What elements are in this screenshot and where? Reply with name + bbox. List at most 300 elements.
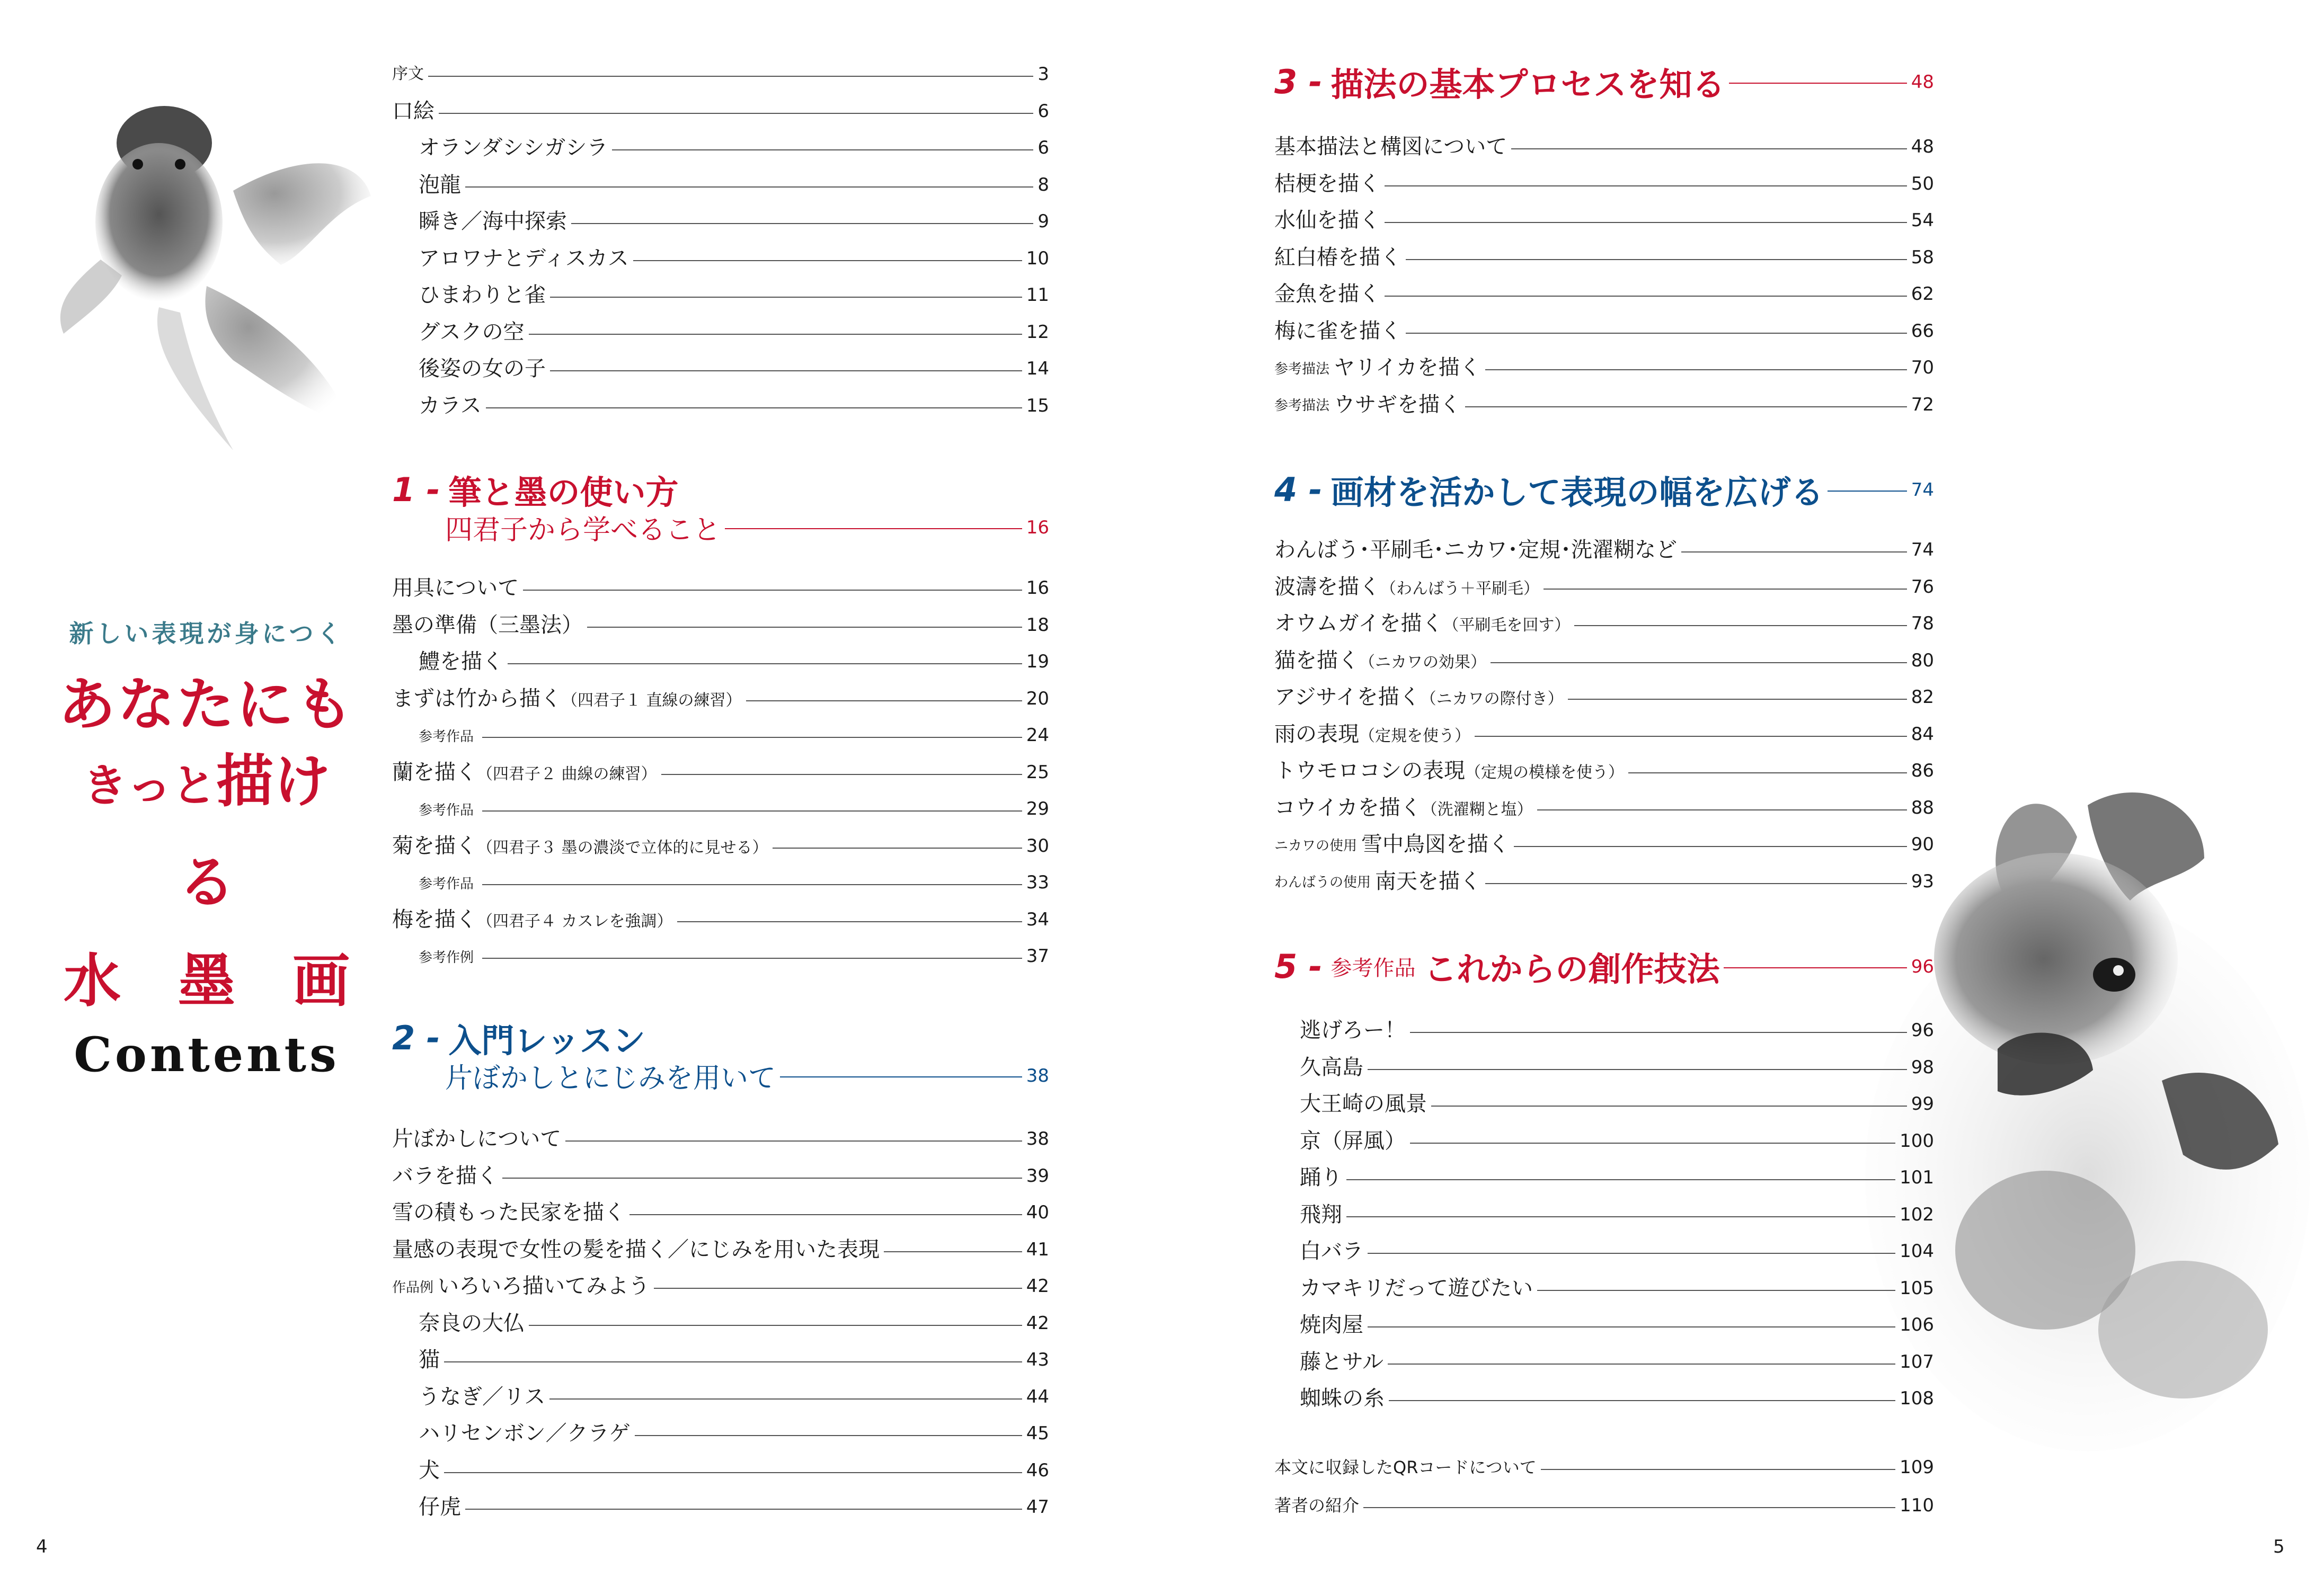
toc-entry-title: カラス (419, 393, 482, 418)
chapter-1-title: 筆と墨の使い方 (448, 473, 679, 512)
toc-entry-page: 86 (1911, 760, 1934, 781)
toc-entry-title: 猫 (419, 1348, 440, 1372)
toc-entry-title: 後姿の女の子 (419, 357, 546, 381)
chapter-4-page: 74 (1911, 479, 1934, 501)
toc-entry-title: 口絵 (392, 99, 434, 123)
leader-line (1681, 551, 1907, 553)
toc-entry[interactable] (1274, 165, 1934, 202)
toc-entry-title: 鱧を描く (419, 649, 503, 674)
toc-entry-title: 序文 (392, 65, 424, 83)
toc-entry[interactable] (392, 680, 1049, 717)
toc-entry[interactable] (419, 314, 1049, 351)
toc-entry-label: 参考作例 (419, 949, 474, 966)
leader-line (587, 627, 1022, 628)
chapter-2-heading[interactable] (392, 1014, 1049, 1062)
toc-entry-note: （四君子４ カスレを強調） (477, 912, 673, 931)
leader-line (1385, 185, 1907, 186)
leader-line (635, 1435, 1022, 1436)
toc-entry-title: いろいろ描いてみよう (438, 1274, 650, 1298)
toc-entry-note: （定規の模様を使う） (1465, 763, 1624, 782)
toc-entry[interactable] (1274, 826, 1934, 863)
title-line-3: 水 墨 画 (63, 948, 350, 1014)
toc-entry-page: 20 (1026, 688, 1049, 709)
leader-line (482, 884, 1022, 885)
leader-line (550, 297, 1022, 298)
toc-entry-page: 104 (1900, 1241, 1934, 1262)
toc-entry-note: （ニカワの効果） (1359, 653, 1486, 672)
toc-entry-page: 45 (1026, 1423, 1049, 1444)
toc-entry-title: ハリセンボン／クラゲ (419, 1421, 631, 1446)
toc-entry-page: 101 (1900, 1167, 1934, 1188)
title-line-2b: 描ける (178, 749, 331, 916)
toc-entry[interactable] (419, 277, 1049, 314)
toc-entry[interactable] (392, 56, 1049, 93)
chapter-3-heading[interactable] (1274, 58, 1934, 105)
toc-entry-page: 84 (1911, 723, 1934, 745)
leader-line (529, 1325, 1022, 1326)
toc-entry-page: 42 (1026, 1276, 1049, 1297)
toc-entry-page: 29 (1026, 798, 1049, 819)
leader-line (523, 590, 1022, 591)
toc-entry-page: 108 (1900, 1388, 1934, 1409)
toc-entry-page: 50 (1911, 173, 1934, 194)
toc-entry[interactable] (419, 240, 1049, 277)
toc-entry-title: 犬 (419, 1458, 440, 1483)
leader-line (633, 260, 1022, 261)
toc-entry-page: 41 (1026, 1238, 1049, 1260)
toc-entry[interactable] (419, 864, 1049, 901)
toc-entry-note: （ニカワの際付き） (1420, 690, 1564, 708)
toc-entry[interactable] (1274, 642, 1934, 679)
toc-entry-title: 藤とサル (1300, 1349, 1383, 1374)
toc-entry-page: 58 (1911, 246, 1934, 268)
toc-entry-page: 42 (1026, 1312, 1049, 1334)
leader-line (661, 774, 1022, 775)
leader-line (550, 370, 1022, 371)
title-line-2a: きっと (82, 760, 216, 812)
toc-entry-page: 105 (1900, 1277, 1934, 1299)
toc-entry-title: わんばう･平刷毛･ニカワ･定規･洗濯糊など (1274, 538, 1677, 562)
toc-entry[interactable] (1300, 1306, 1934, 1343)
toc-entry-page: 39 (1026, 1165, 1049, 1187)
leader-line (1389, 1400, 1895, 1401)
toc-entry[interactable] (1274, 863, 1934, 900)
toc-entry[interactable] (419, 129, 1049, 166)
toc-entry-page: 14 (1026, 358, 1049, 379)
toc-entry-title: コウイカを描く (1274, 795, 1422, 820)
leader-line (1537, 809, 1907, 810)
leader-line (1485, 369, 1907, 370)
toc-entry-title: 波濤を描く (1274, 574, 1380, 599)
toc-entry[interactable] (1274, 716, 1934, 753)
toc-entry-page: 66 (1911, 320, 1934, 342)
toc-entry-title: 逃げろー！ (1300, 1018, 1406, 1042)
leader-line (444, 1361, 1022, 1362)
toc-entry[interactable] (1274, 313, 1934, 350)
toc-entry-page: 47 (1026, 1496, 1049, 1518)
toc-entry-page: 102 (1900, 1204, 1934, 1225)
toc-entry-title: 大王崎の風景 (1300, 1092, 1427, 1116)
toc-entry-title: アジサイを描く (1274, 685, 1421, 709)
toc-entry-title: 奈良の大仏 (419, 1311, 525, 1335)
chapter-2-subtitle: 片ぼかしとにじみを用いて (445, 1063, 776, 1094)
toc-entry[interactable] (419, 387, 1049, 424)
toc-entry[interactable] (419, 938, 1049, 975)
leader-line (1537, 1290, 1895, 1291)
toc-entry-title: 紅白椿を描く (1274, 245, 1402, 270)
toc-entry-page: 90 (1911, 834, 1934, 855)
leader-line (1406, 333, 1907, 334)
toc-entry[interactable] (392, 754, 1049, 791)
toc-entry-title: 蘭を描く (392, 760, 477, 785)
leader-line (1410, 1032, 1907, 1033)
leader-line (1406, 259, 1907, 260)
toc-entry-page: 30 (1026, 835, 1049, 857)
toc-entry-page: 100 (1900, 1130, 1934, 1152)
leader-line (1410, 1143, 1895, 1144)
toc-entry-page: 18 (1026, 614, 1049, 636)
chapter-1-number: 1 - (392, 470, 440, 509)
chapter-5-page: 96 (1911, 956, 1934, 977)
leader-line (629, 1214, 1022, 1215)
toc-entry[interactable] (1274, 679, 1934, 716)
chapter-3-page: 48 (1911, 71, 1934, 93)
chapter-1-subtitle-row[interactable] (445, 507, 1049, 547)
toc-entry[interactable] (392, 607, 1049, 644)
leader-line (444, 1472, 1022, 1473)
leader-line (486, 407, 1022, 408)
toc-entry-label: 参考作品 (419, 802, 474, 818)
toc-entry[interactable] (392, 1194, 1049, 1231)
toc-entry-title: 雨の表現 (1274, 721, 1359, 746)
toc-entry[interactable] (392, 1231, 1049, 1268)
toc-entry-title: アロワナとディスカス (419, 246, 629, 271)
leader-line (1431, 1106, 1907, 1107)
leader-line (1388, 1364, 1895, 1365)
toc-entry-label: 参考描法 (1274, 398, 1330, 414)
toc-entry-note: （わんばう＋平刷毛） (1380, 579, 1539, 598)
leader-line (529, 334, 1022, 335)
toc-entry-title: 量感の表現で女性の髪を描く／にじみを用いた表現 (392, 1237, 880, 1262)
toc-entry-title: オウムガイを描く (1274, 611, 1443, 636)
toc-entry-title: 基本描法と構図について (1274, 135, 1507, 159)
toc-entry-page: 74 (1911, 539, 1934, 560)
leader-line (508, 663, 1022, 664)
toc-entry-title: 梅を描く (392, 907, 477, 932)
toc-entry[interactable] (1274, 1487, 1934, 1524)
toc-entry-note: （平刷毛を回す） (1443, 616, 1571, 635)
toc-entry-title: ヤリイカを描く (1334, 355, 1481, 380)
toc-entry[interactable] (1300, 1085, 1934, 1122)
toc-entry-title: 菊を描く (392, 833, 477, 858)
leader-line (773, 848, 1022, 849)
toc-entry-page: 8 (1037, 174, 1049, 195)
leader-line (502, 1178, 1022, 1179)
leader-line (428, 76, 1033, 77)
toc-entry[interactable] (419, 717, 1049, 754)
toc-entry-page: 25 (1026, 761, 1049, 783)
toc-entry[interactable] (1274, 531, 1934, 568)
toc-entry-title: 雪中鳥図を描く (1361, 832, 1510, 857)
toc-entry-page: 98 (1911, 1056, 1934, 1078)
toc-entry[interactable] (419, 1305, 1049, 1342)
chapter-5-number: 5 - (1274, 947, 1323, 986)
toc-entry-title: 踊り (1300, 1165, 1342, 1190)
leader-line (1465, 406, 1907, 407)
toc-entry-page: 48 (1911, 136, 1934, 157)
toc-entry-page: 15 (1026, 395, 1049, 416)
leader-line (1368, 1326, 1895, 1327)
toc-entry[interactable] (1274, 1449, 1934, 1486)
chapter-2-subtitle-row[interactable] (445, 1056, 1049, 1095)
tagline: 新しい表現が身につく (69, 619, 344, 648)
leader-line (1628, 772, 1907, 773)
toc-entry[interactable] (419, 1452, 1049, 1489)
goldfish-illustration (32, 85, 392, 456)
toc-entry[interactable] (392, 1120, 1049, 1157)
chapter-5-label: 参考作品 (1330, 956, 1416, 981)
toc-entry[interactable] (392, 901, 1049, 938)
toc-entry-page: 96 (1911, 1020, 1934, 1041)
toc-entry-label: 参考作品 (419, 728, 474, 745)
toc-entry-title: 用具について (392, 576, 519, 600)
toc-entry-note: （四君子３ 墨の濃淡で立体的に見せる） (477, 838, 768, 857)
toc-entry-page: 34 (1026, 908, 1049, 930)
leader-line (884, 1251, 1022, 1252)
toc-entry-title: 著者の紹介 (1274, 1495, 1360, 1516)
toc-entry-title: 水仙を描く (1274, 208, 1380, 233)
page-number-left: 4 (36, 1536, 48, 1557)
chapter-4-title: 画材を活かして表現の幅を広げる (1330, 473, 1824, 512)
toc-entry-title: 飛翔 (1300, 1202, 1342, 1227)
chapter-5-title: これからの創作技法 (1424, 950, 1720, 988)
leader-line (1511, 148, 1907, 149)
toc-entry[interactable] (1274, 752, 1934, 789)
leader-line (612, 149, 1033, 150)
toc-entry-page: 54 (1911, 210, 1934, 231)
toc-entry-title: オランダシシガシラ (419, 136, 608, 160)
toc-entry-title: 京（屏風） (1300, 1128, 1406, 1153)
toc-entry-title: 本文に収録したQRコードについて (1274, 1457, 1537, 1477)
leader-line (549, 1398, 1022, 1400)
leader-line (1346, 1216, 1895, 1217)
toc-entry-title: ひまわりと雀 (419, 283, 546, 307)
toc-entry-page: 37 (1026, 946, 1049, 967)
toc-entry-note: （定規を使う） (1359, 726, 1470, 745)
leader-line (677, 921, 1022, 922)
chapter-2-title: 入門レッスン (448, 1021, 645, 1060)
toc-entry-page: 62 (1911, 283, 1934, 305)
leader-line (1475, 736, 1907, 737)
toc-entry-page: 80 (1911, 649, 1934, 671)
toc-entry[interactable] (392, 93, 1049, 130)
toc-entry-title: トウモロコシの表現 (1274, 759, 1465, 783)
toc-entry-note: （洗濯糊と塩） (1421, 800, 1533, 819)
toc-entry-page: 106 (1900, 1314, 1934, 1335)
toc-entry-page: 109 (1900, 1457, 1934, 1478)
toc-entry-title: うなぎ／リス (419, 1384, 546, 1409)
leader-line (1544, 589, 1907, 590)
toc-entry-page: 16 (1026, 577, 1049, 599)
leader-line (1514, 846, 1907, 847)
chapter-2-page: 38 (1026, 1065, 1049, 1086)
toc-entry-note: （四君子１ 直線の練習） (562, 691, 742, 710)
toc-entry[interactable] (419, 350, 1049, 387)
chapter-2-number: 2 - (392, 1019, 440, 1057)
title-block (58, 614, 355, 1083)
toc-entry[interactable] (419, 166, 1049, 203)
leader-line (1491, 662, 1907, 663)
contents-heading: Contents (74, 1027, 340, 1083)
toc-entry[interactable] (1274, 128, 1934, 165)
toc-entry[interactable] (1300, 1343, 1934, 1380)
toc-entry-title: 瞬き／海中探索 (419, 209, 567, 234)
toc-entry-title: 白バラ (1300, 1239, 1363, 1263)
toc-entry[interactable] (419, 643, 1049, 680)
toc-entry-label: 参考描法 (1274, 361, 1330, 377)
toc-entry[interactable] (392, 569, 1049, 607)
toc-entry[interactable] (419, 1341, 1049, 1378)
toc-entry[interactable] (392, 827, 1049, 865)
toc-entry-title: 片ぼかしについて (392, 1127, 562, 1151)
toc-entry[interactable] (1274, 386, 1934, 423)
chapter-4-number: 4 - (1274, 470, 1323, 509)
toc-entry-page: 43 (1026, 1349, 1049, 1370)
toc-entry-title: バラを描く (392, 1163, 498, 1188)
toc-entry-page: 9 (1037, 211, 1049, 232)
chapter-5-heading[interactable] (1274, 943, 1934, 990)
chapter-1-page: 16 (1026, 516, 1049, 538)
leader-line (1346, 1179, 1895, 1180)
toc-entry-page: 44 (1026, 1386, 1049, 1407)
toc-entry-title: 金魚を描く (1274, 282, 1380, 306)
toc-entry[interactable] (1274, 239, 1934, 276)
leader-line (1385, 296, 1907, 297)
toc-entry[interactable] (419, 1415, 1049, 1452)
toc-entry-note: （四君子２ 曲線の練習） (477, 764, 657, 783)
toc-entry-page: 6 (1037, 137, 1049, 158)
toc-entry-page: 78 (1911, 613, 1934, 634)
title-line-2 (58, 739, 355, 942)
toc-entry-title: 南天を描く (1375, 869, 1482, 894)
toc-entry-page: 19 (1026, 651, 1049, 672)
chapter-1-subtitle: 四君子から学べること (445, 514, 721, 546)
toc-entry[interactable] (1274, 568, 1934, 605)
leader-line (482, 810, 1022, 812)
leader-line (1568, 699, 1907, 700)
title-line-1: あなたにも (58, 672, 356, 738)
chapter-4-heading[interactable] (1274, 466, 1934, 513)
toc-entry-title: カマキリだって遊びたい (1300, 1276, 1533, 1300)
toc-entry-page: 82 (1911, 687, 1934, 708)
toc-entry-title: 仔虎 (419, 1495, 461, 1519)
toc-entry-title: 蜘蛛の糸 (1300, 1386, 1385, 1411)
chapter-3-number: 3 - (1274, 63, 1323, 101)
toc-entry-page: 88 (1911, 797, 1934, 818)
chapter-1-heading[interactable] (392, 466, 1049, 513)
toc-entry[interactable] (1300, 1159, 1934, 1196)
toc-entry-title: 梅に雀を描く (1274, 318, 1402, 343)
toc-entry-page: 72 (1911, 394, 1934, 415)
toc-entry-title: 桔梗を描く (1274, 171, 1380, 196)
toc-entry-title: 泡龍 (419, 172, 461, 197)
toc-entry[interactable] (1300, 1049, 1934, 1086)
toc-entry-page: 70 (1911, 357, 1934, 378)
toc-entry-title: まずは竹から描く (392, 686, 562, 711)
toc-entry-label: ニカワの使用 (1274, 837, 1358, 854)
toc-entry-page: 12 (1026, 321, 1049, 343)
leader-line (571, 223, 1033, 224)
toc-entry-page: 99 (1911, 1093, 1934, 1115)
leader-line (746, 700, 1022, 701)
toc-entry[interactable] (419, 790, 1049, 827)
toc-entry[interactable] (392, 1268, 1049, 1305)
toc-entry-label: 参考作品 (419, 876, 474, 892)
toc-entry[interactable] (1274, 605, 1934, 642)
toc-entry-page: 110 (1900, 1495, 1934, 1516)
toc-entry-title: 墨の準備（三墨法） (392, 612, 583, 637)
toc-entry[interactable] (1274, 349, 1934, 386)
leader-line (1363, 1507, 1895, 1508)
leader-line (1368, 1253, 1895, 1254)
toc-entry-page: 38 (1026, 1128, 1049, 1150)
toc-entry-title: 焼肉屋 (1300, 1313, 1363, 1337)
toc-entry[interactable] (1300, 1380, 1934, 1417)
toc-entry[interactable] (1300, 1233, 1934, 1270)
toc-entry-page: 6 (1037, 100, 1049, 122)
toc-entry-page: 40 (1026, 1202, 1049, 1223)
leader-line (565, 1140, 1022, 1142)
leader-line (465, 186, 1033, 188)
toc-entry[interactable] (1274, 202, 1934, 239)
toc-entry-label: 作品例 (392, 1279, 434, 1296)
toc-entry-title: 久高島 (1300, 1055, 1363, 1080)
leader-line (1541, 1469, 1895, 1470)
toc-entry[interactable] (1300, 1012, 1934, 1049)
toc-entry[interactable] (1300, 1122, 1934, 1160)
toc-entry-page: 107 (1900, 1351, 1934, 1373)
toc-entry[interactable] (1300, 1270, 1934, 1307)
leader-line (1574, 625, 1906, 626)
toc-entry[interactable] (419, 203, 1049, 240)
chapter-3-title: 描法の基本プロセスを知る (1330, 65, 1725, 104)
toc-entry-label: わんばうの使用 (1274, 875, 1371, 890)
toc-entry[interactable] (419, 1489, 1049, 1526)
leader-line (1368, 1069, 1907, 1070)
toc-entry-title: 猫を描く (1274, 648, 1359, 673)
page-number-right: 5 (2273, 1536, 2285, 1557)
toc-entry-title: グスクの空 (419, 319, 525, 344)
toc-entry[interactable] (1274, 275, 1934, 313)
toc-entry[interactable] (419, 1378, 1049, 1415)
toc-entry[interactable] (1274, 789, 1934, 826)
leader-line (465, 1509, 1022, 1510)
toc-entry-page: 11 (1026, 284, 1049, 306)
leader-line (482, 737, 1022, 738)
toc-entry-page: 46 (1026, 1459, 1049, 1481)
toc-entry-title: ウサギを描く (1334, 392, 1461, 417)
toc-entry[interactable] (1300, 1196, 1934, 1233)
leader-line (1485, 883, 1907, 884)
toc-entry[interactable] (392, 1157, 1049, 1195)
leader-line (654, 1288, 1022, 1289)
leader-line (439, 113, 1033, 114)
toc-entry-page: 3 (1037, 64, 1049, 85)
toc-entry-page: 24 (1026, 725, 1049, 746)
toc-entry-page: 33 (1026, 872, 1049, 893)
toc-entry-title: 雪の積もった民家を描く (392, 1200, 625, 1225)
toc-entry-page: 10 (1026, 247, 1049, 269)
